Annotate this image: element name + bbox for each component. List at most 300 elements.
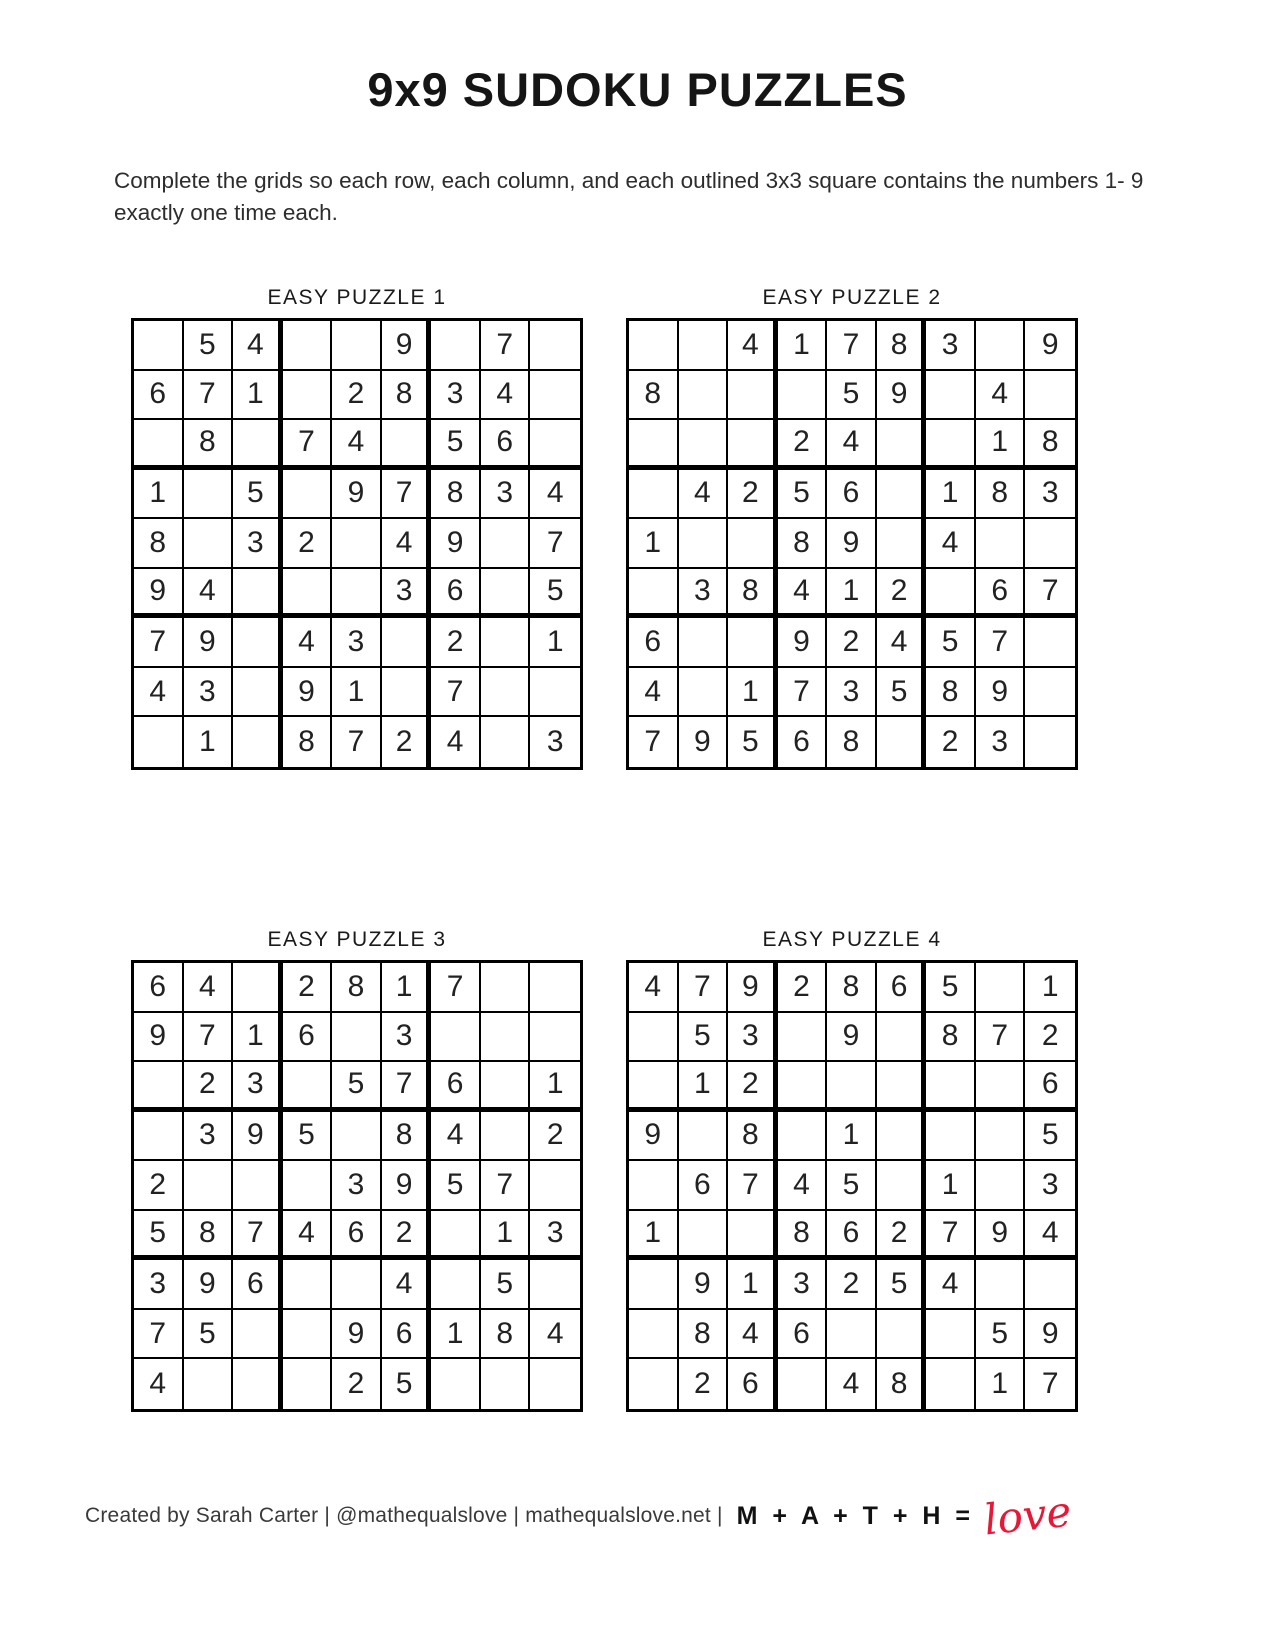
- sudoku-cell: 4: [629, 668, 679, 718]
- sudoku-cell: 7: [728, 1161, 778, 1211]
- sudoku-cell: 4: [1025, 1211, 1075, 1261]
- sudoku-cell: [1025, 618, 1075, 668]
- sudoku-cell: [332, 1112, 382, 1162]
- sudoku-cell: 9: [1025, 321, 1075, 371]
- sudoku-cell: 7: [332, 717, 382, 767]
- sudoku-cell: 2: [283, 519, 333, 569]
- sudoku-cell: [728, 371, 778, 421]
- sudoku-cell: [382, 420, 432, 470]
- sudoku-cell: [679, 618, 729, 668]
- sudoku-cell: [629, 1260, 679, 1310]
- sudoku-cell: [431, 1013, 481, 1063]
- sudoku-cell: 9: [629, 1112, 679, 1162]
- sudoku-cell: 3: [431, 371, 481, 421]
- sudoku-cell: 1: [431, 1310, 481, 1360]
- sudoku-cell: [283, 1359, 333, 1409]
- sudoku-cell: 8: [926, 668, 976, 718]
- sudoku-cell: 4: [431, 1112, 481, 1162]
- sudoku-cell: [332, 569, 382, 619]
- sudoku-cell: 4: [679, 470, 729, 520]
- sudoku-cell: [976, 1260, 1026, 1310]
- sudoku-cell: 4: [184, 569, 234, 619]
- sudoku-cell: [926, 371, 976, 421]
- sudoku-cell: [283, 321, 333, 371]
- sudoku-cell: 6: [827, 1211, 877, 1261]
- sudoku-cell: 9: [134, 1013, 184, 1063]
- sudoku-cell: [679, 1211, 729, 1261]
- sudoku-cell: 5: [926, 618, 976, 668]
- sudoku-cell: 2: [530, 1112, 580, 1162]
- sudoku-cell: [283, 470, 333, 520]
- sudoku-cell: 8: [926, 1013, 976, 1063]
- sudoku-cell: [134, 321, 184, 371]
- sudoku-cell: 4: [530, 470, 580, 520]
- puzzle-block-3: [131, 928, 583, 1412]
- sudoku-cell: 8: [184, 1211, 234, 1261]
- sudoku-cell: [233, 1310, 283, 1360]
- sudoku-cell: 8: [877, 321, 927, 371]
- sudoku-cell: 7: [1025, 569, 1075, 619]
- sudoku-cell: 4: [233, 321, 283, 371]
- sudoku-cell: 2: [1025, 1013, 1075, 1063]
- sudoku-grid: [626, 318, 1078, 770]
- sudoku-cell: 1: [134, 470, 184, 520]
- sudoku-cell: 3: [382, 1013, 432, 1063]
- sudoku-cell: 6: [778, 717, 828, 767]
- sudoku-cell: [679, 371, 729, 421]
- sudoku-cell: 8: [134, 519, 184, 569]
- sudoku-cell: 3: [382, 569, 432, 619]
- sudoku-cell: 2: [382, 717, 432, 767]
- footer-math-brand: M + A + T + H =: [736, 1501, 975, 1530]
- sudoku-cell: [233, 1161, 283, 1211]
- sudoku-cell: [926, 420, 976, 470]
- sudoku-cell: [976, 321, 1026, 371]
- sudoku-cell: 8: [976, 470, 1026, 520]
- sudoku-cell: 8: [382, 371, 432, 421]
- sudoku-cell: 8: [332, 963, 382, 1013]
- sudoku-cell: [481, 668, 531, 718]
- sudoku-cell: [481, 569, 531, 619]
- sudoku-cell: [431, 321, 481, 371]
- sudoku-cell: [778, 1359, 828, 1409]
- sudoku-cell: 6: [283, 1013, 333, 1063]
- sudoku-cell: [481, 519, 531, 569]
- sudoku-cell: [976, 1161, 1026, 1211]
- sudoku-cell: 8: [778, 1211, 828, 1261]
- sudoku-cell: 5: [877, 1260, 927, 1310]
- sudoku-cell: [481, 1062, 531, 1112]
- sudoku-cell: 4: [283, 1211, 333, 1261]
- sudoku-cell: 6: [382, 1310, 432, 1360]
- sudoku-cell: 4: [431, 717, 481, 767]
- sudoku-cell: 9: [1025, 1310, 1075, 1360]
- sudoku-cell: 2: [283, 963, 333, 1013]
- sudoku-cell: [778, 1112, 828, 1162]
- sudoku-cell: 6: [679, 1161, 729, 1211]
- sudoku-cell: 9: [184, 1260, 234, 1310]
- sudoku-cell: [629, 321, 679, 371]
- sudoku-cell: 4: [827, 1359, 877, 1409]
- sudoku-cell: [877, 1161, 927, 1211]
- sudoku-cell: 6: [233, 1260, 283, 1310]
- sudoku-cell: [926, 1062, 976, 1112]
- sudoku-cell: 6: [134, 963, 184, 1013]
- sudoku-cell: 7: [382, 1062, 432, 1112]
- sudoku-cell: [530, 668, 580, 718]
- sudoku-cell: 3: [134, 1260, 184, 1310]
- sudoku-cell: 9: [976, 1211, 1026, 1261]
- sudoku-cell: [976, 519, 1026, 569]
- sudoku-cell: 1: [827, 1112, 877, 1162]
- sudoku-cell: 8: [728, 569, 778, 619]
- sudoku-cell: 2: [877, 1211, 927, 1261]
- sudoku-cell: [926, 569, 976, 619]
- sudoku-cell: 9: [976, 668, 1026, 718]
- sudoku-cell: 9: [134, 569, 184, 619]
- sudoku-cell: [679, 321, 729, 371]
- sudoku-cell: 7: [481, 321, 531, 371]
- sudoku-cell: 4: [629, 963, 679, 1013]
- sudoku-cell: 5: [530, 569, 580, 619]
- sudoku-cell: 2: [778, 420, 828, 470]
- sudoku-cell: 6: [332, 1211, 382, 1261]
- sudoku-cell: [1025, 371, 1075, 421]
- sudoku-cell: 5: [332, 1062, 382, 1112]
- sudoku-cell: [332, 1013, 382, 1063]
- sudoku-cell: [134, 420, 184, 470]
- sudoku-cell: 4: [382, 519, 432, 569]
- sudoku-grid: [626, 960, 1078, 1412]
- sudoku-cell: 1: [976, 420, 1026, 470]
- sudoku-cell: [926, 1112, 976, 1162]
- sudoku-cell: 3: [481, 470, 531, 520]
- sudoku-cell: 7: [431, 963, 481, 1013]
- sudoku-cell: [877, 420, 927, 470]
- sudoku-cell: 1: [728, 1260, 778, 1310]
- sudoku-cell: 3: [332, 1161, 382, 1211]
- sudoku-cell: 7: [778, 668, 828, 718]
- sudoku-cell: [431, 1211, 481, 1261]
- sudoku-cell: 1: [926, 1161, 976, 1211]
- sudoku-cell: 7: [233, 1211, 283, 1261]
- sudoku-cell: 1: [530, 1062, 580, 1112]
- sudoku-cell: [679, 420, 729, 470]
- sudoku-cell: 9: [382, 1161, 432, 1211]
- sudoku-cell: 8: [184, 420, 234, 470]
- sudoku-cell: 7: [134, 618, 184, 668]
- sudoku-cell: 2: [134, 1161, 184, 1211]
- sudoku-cell: [530, 371, 580, 421]
- sudoku-cell: [629, 1062, 679, 1112]
- sudoku-cell: 9: [233, 1112, 283, 1162]
- sudoku-cell: 6: [1025, 1062, 1075, 1112]
- sudoku-cell: 7: [1041, 1367, 1059, 1401]
- sudoku-cell: [283, 1310, 333, 1360]
- sudoku-cell: [629, 420, 679, 470]
- sudoku-cell: 3: [679, 569, 729, 619]
- sudoku-cell: 2: [827, 618, 877, 668]
- sudoku-cell: 3: [332, 618, 382, 668]
- sudoku-cell: [233, 668, 283, 718]
- sudoku-cell: 5: [134, 1211, 184, 1261]
- sudoku-cell: 1: [481, 1211, 531, 1261]
- sudoku-cell: 3: [530, 1211, 580, 1261]
- sudoku-cell: [877, 519, 927, 569]
- sudoku-cell: 5: [233, 470, 283, 520]
- sudoku-cell: 4: [778, 569, 828, 619]
- sudoku-cell: [283, 371, 333, 421]
- sudoku-cell: [184, 519, 234, 569]
- sudoku-cell: 7: [926, 1211, 976, 1261]
- sudoku-cell: [134, 717, 184, 767]
- sudoku-cell: 2: [679, 1359, 729, 1409]
- sudoku-cell: [481, 963, 531, 1013]
- sudoku-cell: [382, 618, 432, 668]
- sudoku-cell: [283, 1161, 333, 1211]
- sudoku-cell: [530, 963, 580, 1013]
- sudoku-cell: 4: [134, 668, 184, 718]
- sudoku-cell: [728, 519, 778, 569]
- sudoku-cell: 3: [976, 717, 1026, 767]
- sudoku-cell: 1: [629, 519, 679, 569]
- sudoku-cell: 5: [926, 963, 976, 1013]
- sudoku-cell: [877, 1013, 927, 1063]
- sudoku-cell: 3: [233, 1062, 283, 1112]
- sudoku-cell: [530, 321, 580, 371]
- sudoku-cell: 5: [1025, 1112, 1075, 1162]
- sudoku-cell: [481, 1359, 531, 1409]
- sudoku-cell: [184, 1161, 234, 1211]
- sudoku-cell: [530, 420, 580, 470]
- sudoku-cell: [827, 1062, 877, 1112]
- sudoku-cell: [184, 470, 234, 520]
- page-title: 9x9 SUDOKU PUZZLES: [367, 63, 908, 116]
- sudoku-cell: 3: [1025, 1161, 1075, 1211]
- sudoku-cell: 9: [827, 1013, 877, 1063]
- sudoku-cell: 7: [629, 717, 679, 767]
- sudoku-cell: [629, 569, 679, 619]
- sudoku-cell: 1: [233, 1013, 283, 1063]
- puzzle-title: EASY PUZZLE 3: [267, 928, 447, 951]
- sudoku-cell: [728, 618, 778, 668]
- sudoku-cell: 6: [728, 1359, 778, 1409]
- sudoku-cell: [728, 1211, 778, 1261]
- sudoku-cell: [481, 1013, 531, 1063]
- sudoku-cell: 3: [184, 668, 234, 718]
- sudoku-cell: [877, 1112, 927, 1162]
- sudoku-cell: [530, 1161, 580, 1211]
- sudoku-cell: 4: [382, 1260, 432, 1310]
- sudoku-cell: 9: [877, 371, 927, 421]
- sudoku-cell: [679, 668, 729, 718]
- sudoku-cell: 4: [332, 420, 382, 470]
- sudoku-cell: 4: [184, 963, 234, 1013]
- sudoku-cell: [233, 717, 283, 767]
- sudoku-cell: 4: [926, 1260, 976, 1310]
- sudoku-cell: 9: [332, 470, 382, 520]
- sudoku-cell: [283, 1260, 333, 1310]
- sudoku-cell: 6: [629, 618, 679, 668]
- sudoku-cell: 8: [827, 717, 877, 767]
- sudoku-cell: 3: [827, 668, 877, 718]
- sudoku-cell: 5: [382, 1359, 432, 1409]
- sudoku-cell: 6: [481, 420, 531, 470]
- sudoku-cell: 5: [728, 717, 778, 767]
- sudoku-cell: 5: [184, 1310, 234, 1360]
- sudoku-cell: [877, 717, 927, 767]
- sudoku-cell: 8: [431, 470, 481, 520]
- sudoku-cell: 5: [778, 470, 828, 520]
- sudoku-grid: [131, 960, 583, 1412]
- sudoku-cell: 1: [184, 717, 234, 767]
- sudoku-cell: 4: [728, 1310, 778, 1360]
- instructions-text: Complete the grids so each row, each column, and each outlined 3x3 square contains the numbers 1- 9 exactly one time each.: [114, 168, 1144, 225]
- sudoku-cell: [629, 1310, 679, 1360]
- sudoku-cell: 8: [728, 1112, 778, 1162]
- sudoku-cell: 1: [926, 470, 976, 520]
- sudoku-cell: 5: [877, 668, 927, 718]
- sudoku-cell: 5: [184, 321, 234, 371]
- sudoku-cell: 2: [184, 1062, 234, 1112]
- sudoku-cell: 9: [184, 618, 234, 668]
- sudoku-cell: 6: [778, 1310, 828, 1360]
- sudoku-cell: 2: [382, 1211, 432, 1261]
- sudoku-cell: 1: [233, 371, 283, 421]
- sudoku-cell: 1: [332, 668, 382, 718]
- sudoku-cell: 8: [827, 963, 877, 1013]
- sudoku-cell: 3: [1025, 470, 1075, 520]
- sudoku-cell: [233, 1359, 283, 1409]
- sudoku-cell: 9: [382, 321, 432, 371]
- sudoku-cell: 4: [283, 618, 333, 668]
- sudoku-cell: 1: [382, 963, 432, 1013]
- sudoku-cell: [134, 1062, 184, 1112]
- sudoku-cell: 7: [976, 1013, 1026, 1063]
- sudoku-cell: 4: [926, 519, 976, 569]
- sudoku-cell: 7: [431, 668, 481, 718]
- sudoku-cell: 1: [629, 1211, 679, 1261]
- sudoku-cell: [134, 1112, 184, 1162]
- footer-credit: Created by Sarah Carter | @mathequalslove | mathequalslove.net |: [85, 1504, 723, 1527]
- sudoku-cell: [827, 1310, 877, 1360]
- sudoku-cell: [629, 1161, 679, 1211]
- puzzle-block-1: [131, 286, 583, 770]
- sudoku-cell: 5: [481, 1260, 531, 1310]
- sudoku-cell: 2: [926, 717, 976, 767]
- sudoku-cell: 2: [332, 371, 382, 421]
- sudoku-cell: 6: [827, 470, 877, 520]
- sudoku-cell: 5: [827, 1161, 877, 1211]
- sudoku-cell: 2: [332, 1359, 382, 1409]
- sudoku-cell: [530, 1260, 580, 1310]
- sudoku-cell: [728, 420, 778, 470]
- sudoku-cell: 6: [431, 1062, 481, 1112]
- sudoku-cell: [431, 1359, 481, 1409]
- sudoku-cell: 2: [827, 1260, 877, 1310]
- sudoku-cell: [1025, 519, 1075, 569]
- sudoku-cell: 6: [431, 569, 481, 619]
- sudoku-cell: 6: [976, 569, 1026, 619]
- sudoku-cell: 2: [778, 963, 828, 1013]
- sudoku-cell: 9: [827, 519, 877, 569]
- sudoku-cell: [481, 618, 531, 668]
- puzzle-block-2: [626, 286, 1078, 770]
- sudoku-cell: [926, 1359, 976, 1409]
- sudoku-cell: 3: [778, 1260, 828, 1310]
- sudoku-cell: 8: [382, 1112, 432, 1162]
- sudoku-cell: [679, 1112, 729, 1162]
- sudoku-cell: 4: [481, 371, 531, 421]
- sudoku-cell: 7: [976, 618, 1026, 668]
- sudoku-cell: 1: [679, 1062, 729, 1112]
- sudoku-cell: [877, 1062, 927, 1112]
- sudoku-cell: [332, 1260, 382, 1310]
- sudoku-cell: 8: [778, 519, 828, 569]
- sudoku-cell: [877, 1310, 927, 1360]
- sudoku-cell: [976, 1112, 1026, 1162]
- sudoku-cell: [778, 371, 828, 421]
- sudoku-cell: 3: [184, 1112, 234, 1162]
- sudoku-cell: 5: [431, 1161, 481, 1211]
- sudoku-cell: [481, 1112, 531, 1162]
- sudoku-cell: 7: [184, 371, 234, 421]
- sudoku-cell: 5: [827, 371, 877, 421]
- sudoku-cell: 1: [976, 1359, 1026, 1409]
- sudoku-cell: 6: [134, 371, 184, 421]
- sudoku-cell: [283, 1062, 333, 1112]
- sudoku-cell: [481, 717, 531, 767]
- sudoku-cell: 7: [827, 321, 877, 371]
- sudoku-cell: 1: [530, 618, 580, 668]
- sudoku-cell: [778, 1013, 828, 1063]
- sudoku-cell: [382, 668, 432, 718]
- sudoku-cell: [629, 1359, 679, 1409]
- sudoku-cell: 7: [283, 420, 333, 470]
- puzzle-block-4: [626, 928, 1078, 1412]
- sudoku-cell: [877, 470, 927, 520]
- sudoku-cell: [431, 1260, 481, 1310]
- sudoku-cell: [926, 1310, 976, 1360]
- sudoku-cell: [778, 1062, 828, 1112]
- puzzle-title: EASY PUZZLE 1: [267, 286, 447, 309]
- sudoku-cell: 4: [827, 420, 877, 470]
- sudoku-cell: 9: [679, 717, 729, 767]
- sudoku-cell: 5: [283, 1112, 333, 1162]
- sudoku-cell: 3: [233, 519, 283, 569]
- sudoku-cell: [1025, 668, 1075, 718]
- sudoku-cell: 1: [827, 569, 877, 619]
- sudoku-cell: 3: [926, 321, 976, 371]
- sudoku-cell: 9: [778, 618, 828, 668]
- sudoku-cell: 5: [431, 420, 481, 470]
- sudoku-cell: 8: [877, 1359, 927, 1409]
- sudoku-cell: 8: [481, 1310, 531, 1360]
- sudoku-cell: 2: [728, 1062, 778, 1112]
- sudoku-cell: [530, 1013, 580, 1063]
- sudoku-cell: 6: [877, 963, 927, 1013]
- sudoku-cell: [233, 963, 283, 1013]
- sudoku-cell: [629, 470, 679, 520]
- sudoku-cell: [233, 569, 283, 619]
- sudoku-cell: [233, 420, 283, 470]
- sudoku-cell: 4: [728, 321, 778, 371]
- sudoku-cell: 5: [679, 1013, 729, 1063]
- sudoku-cell: 7: [184, 1013, 234, 1063]
- sudoku-cell: [332, 519, 382, 569]
- sudoku-cell: 5: [976, 1310, 1026, 1360]
- love-logo: love: [981, 1486, 1074, 1545]
